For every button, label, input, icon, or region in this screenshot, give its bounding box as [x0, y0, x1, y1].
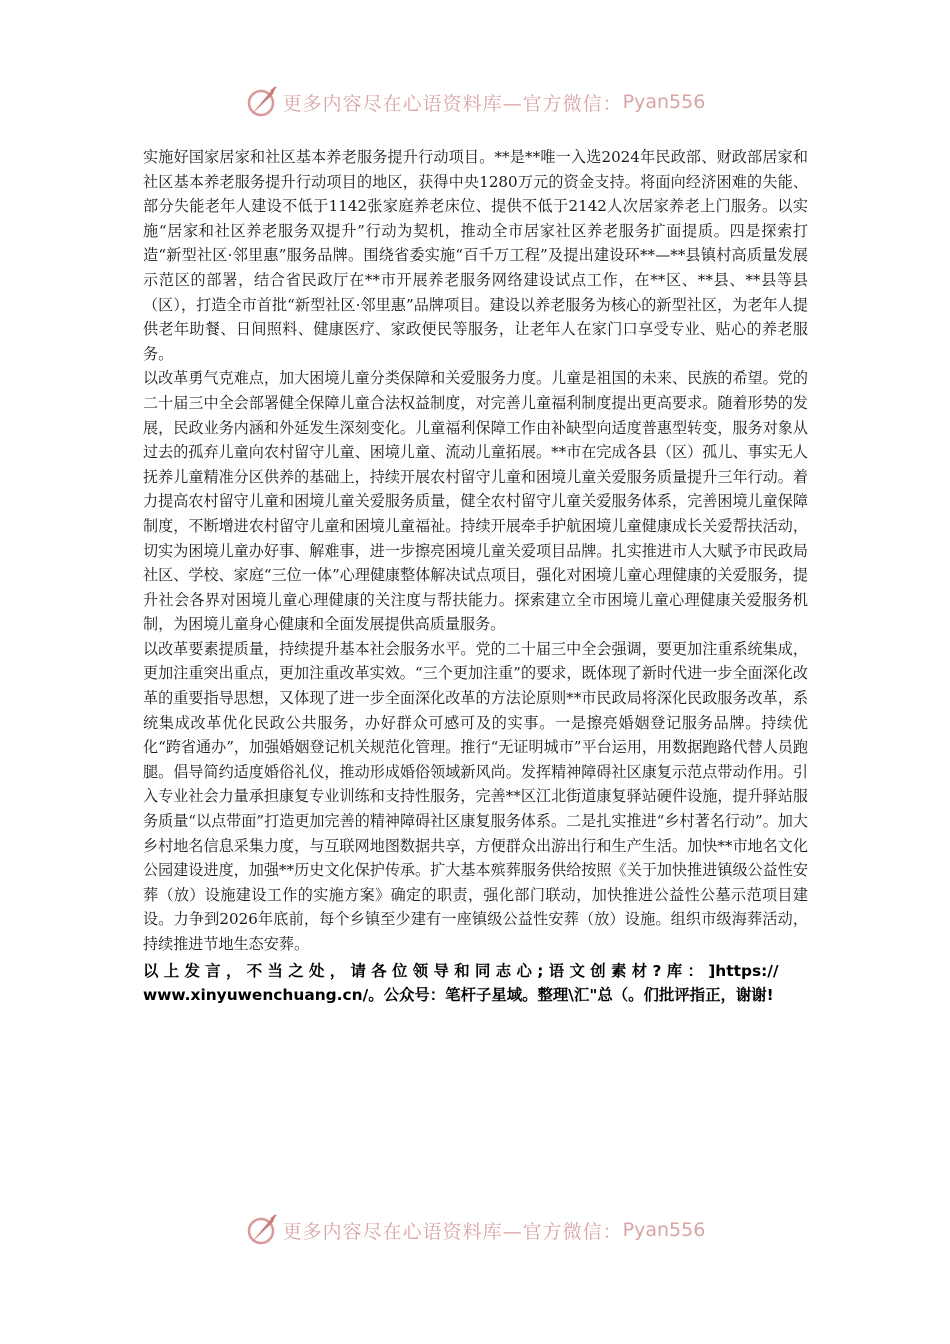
- paragraph: 实施好国家居家和社区基本养老服务提升行动项目。**是**唯一入选2024年民政部、财政部居家和社区基本养老服务提升行动项目的地区，获得中央1280万元的资金支持。将面向经济困难的失能、部分失能老年人建设不低于1142张家庭养老床位、提供不低于2142人次居家养老上门服务。以实施“居家和社区养老服务双提升”行动为契机，推动全市居家社区养老服务扩面提质。四是探索打造“新型社区·邻里惠”服务品牌。围绕省委实施“百千万工程”及提出建设环**—**县镇村高质量发展示范区的部署，结合省民政厅在**市开展养老服务网络建设试点工作，在**区、**县、**县等县（区），打造全市首批“新型社区·邻里惠”品牌项目。建设以养老服务为核心的新型社区，为老年人提供老年助餐、日间照料、健康医疗、家政便民等服务，让老年人在家门口享受专业、贴心的养老服务。: [143, 148, 808, 363]
- banner-wechat-id: Pyan556: [622, 91, 706, 113]
- quill-pen-logo-icon: [245, 1213, 279, 1247]
- closing-remarks: [143, 959, 808, 1008]
- closing-line-1: 以 上 发 言 ， 不 当 之 处 ， 请 各 位 领 导 和 同 志 心 ; 语 文 创 素 材 ? 库 ： ]https://: [143, 961, 779, 980]
- banner-wechat-id: Pyan556: [622, 1219, 706, 1241]
- closing-line-2: www.xinyuwenchuang.cn/。公众号：笔杆子星域。整理\汇"总（。们批评指正，谢谢!: [143, 986, 774, 1005]
- paragraph: 以改革要素提质量，持续提升基本社会服务水平。党的二十届三中全会强调，要更加注重系统集成，更加注重突出重点，更加注重改革实效。“三个更加注重”的要求，既体现了新时代进一步全面深化改革的重要指导思想，又体现了进一步全面深化改革的方法论原则**市民政局将深化民政服务改革，系统集成改革优化民政公共服务，办好群众可感可及的实事。一是擦亮婚姻登记服务品牌。持续优化“跨省通办”，加强婚姻登记机关规范化管理。推行“无证明城市”平台运用，用数据跑路代替人员跑腿。倡导简约适度婚俗礼仪，推动形成婚俗领域新风尚。发挥精神障碍社区康复示范点带动作用。引入专业社会力量承担康复专业训练和支持性服务，完善**区江北街道康复驿站硬件设施，提升驿站服务质量“以点带面”打造更加完善的精神障碍社区康复服务体系。二是扎实推进“乡村著名行动”。加大乡村地名信息采集力度，与互联网地图数据共享，方便群众出游出行和生产生活。加快**市地名文化公园建设进度，加强**历史文化保护传承。扩大基本殡葬服务供给按照《关于加快推进镇级公益性安葬（放）设施建设工作的实施方案》确定的职责，强化部门联动，加快推进公益性公墓示范项目建设。力争到2026年底前，每个乡镇至少建有一座镇级公益性安葬（放）设施。组织市级海葬活动，持续推进节地生态安葬。: [143, 639, 808, 953]
- paragraph: 以改革勇气克难点，加大困境儿童分类保障和关爱服务力度。儿童是祖国的未来、民族的希望。党的二十届三中全会部署健全保障儿童合法权益制度，对完善儿童福利制度提出更高要求。随着形势的发展，民政业务内涵和外延发生深刻变化。儿童福利保障工作由补缺型向适度普惠型转变，服务对象从过去的孤弃儿童向农村留守儿童、困境儿童、流动儿童拓展。**市在完成各县（区）孤儿、事实无人抚养儿童精准分区供养的基础上，持续开展农村留守儿童和困境儿童关爱服务质量提升三年行动。着力提高农村留守儿童和困境儿童关爱服务质量，健全农村留守儿童关爱服务体系，完善困境儿童保障制度，不断增进农村留守儿童和困境儿童福祉。持续开展牵手护航困境儿童健康成长关爱帮扶活动，切实为困境儿童办好事、解难事，进一步擦亮困境儿童关爱项目品牌。扎实推进市人大赋予市民政局社区、学校、家庭“三位一体”心理健康整体解决试点项目，强化对困境儿童心理健康的关爱服务，提升社会各界对困境儿童心理健康的关注度与帮扶能力。探索建立全市困境儿童心理健康关爱服务机制，为困境儿童身心健康和全面发展提供高质量服务。: [143, 369, 808, 634]
- header-banner: [0, 82, 950, 122]
- document-body: [143, 145, 808, 1008]
- quill-pen-logo-icon: [245, 85, 279, 119]
- footer-banner: [0, 1210, 950, 1250]
- banner-text: 更多内容尽在心语资料库—官方微信：: [282, 92, 623, 115]
- banner-text: 更多内容尽在心语资料库—官方微信：: [282, 1220, 623, 1243]
